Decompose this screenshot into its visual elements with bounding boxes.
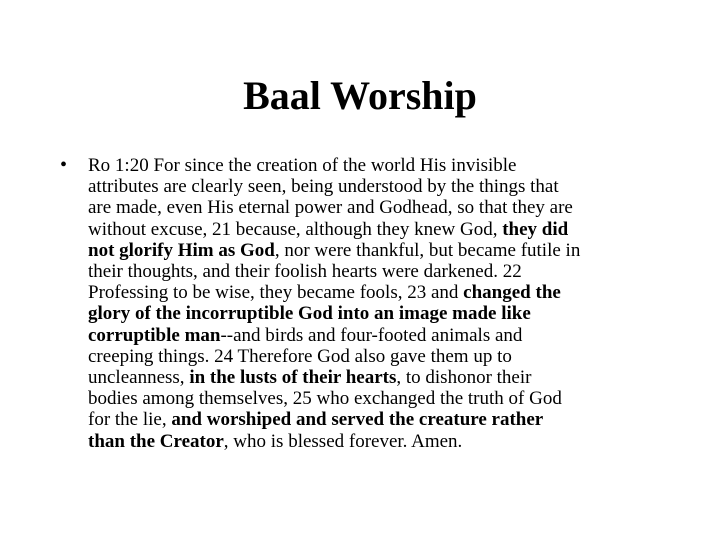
passage-text: Professing to be wise, they became fools, 23 and (88, 282, 464, 304)
passage-line (88, 303, 688, 324)
emphasized-text: corruptible man (88, 324, 221, 346)
passage-text: are made, even His eternal power and Godhead, so that they are (88, 197, 573, 219)
passage-text: --and birds and four-footed animals and (220, 324, 523, 346)
emphasized-text: than the Creator (88, 430, 224, 452)
scripture-passage (88, 155, 688, 452)
passage-line (88, 431, 688, 452)
passage-line (88, 367, 688, 388)
passage-text: creeping things. 24 Therefore God also gave them up to (88, 345, 512, 367)
passage-line (88, 176, 688, 197)
passage-text: without excuse, 21 because, although they knew God, (88, 218, 503, 240)
emphasized-text: and worshiped and served the creature rather (171, 409, 544, 431)
bullet-list (60, 155, 688, 452)
passage-text: for the lie, (88, 409, 172, 431)
slide-title: Baal Worship (243, 73, 477, 118)
bullet-icon: • (60, 154, 68, 176)
passage-line (88, 346, 688, 367)
emphasized-text: they did (502, 218, 569, 240)
passage-text: Ro 1:20 For since the creation of the world His invisible (88, 155, 517, 176)
passage-line (88, 261, 688, 282)
emphasized-text: glory of the incorruptible God into an image made like (88, 303, 531, 325)
passage-line (88, 219, 688, 240)
passage-text: uncleanness, (88, 367, 190, 389)
passage-text: , to dishonor their (396, 367, 532, 389)
passage-line (88, 155, 688, 176)
emphasized-text: not glorify Him as God (88, 239, 275, 261)
passage-line (88, 240, 688, 261)
passage-line (88, 409, 688, 430)
passage-line (88, 282, 688, 303)
passage-line (88, 197, 688, 218)
passage-text: their thoughts, and their foolish hearts were darkened. 22 (88, 261, 522, 283)
emphasized-text: changed the (463, 282, 561, 304)
passage-text: , who is blessed forever. Amen. (223, 430, 463, 452)
passage-text: bodies among themselves, 25 who exchanged the truth of God (88, 388, 562, 410)
passage-text: attributes are clearly seen, being understood by the things that (88, 176, 559, 198)
bullet-item (60, 155, 688, 452)
passage-text: , nor were thankful, but became futile in (274, 239, 581, 261)
passage-line (88, 325, 688, 346)
emphasized-text: in the lusts of their hearts (189, 367, 397, 389)
passage-line (88, 388, 688, 409)
